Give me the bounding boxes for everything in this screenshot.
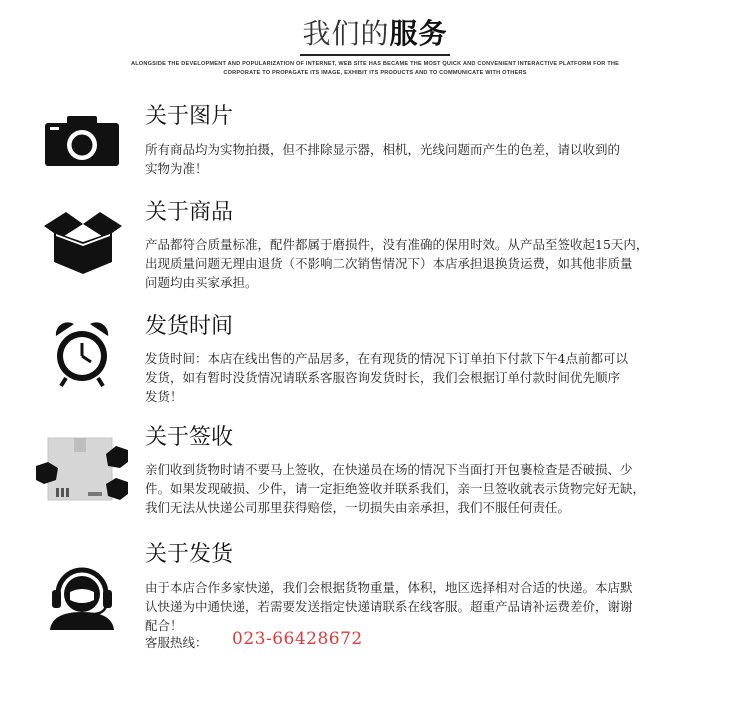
page-header [0, 14, 750, 54]
camera-icon [45, 116, 119, 170]
subtitle-line-1: ALONGSIDE THE DEVELOPMENT AND POPULARIZATION OF INTERNET, WEB SITE HAS BECAME THE MOST QUICK AND CONVENIENT INTERACTIVE PLATFORM FOR THE [130, 61, 620, 67]
section-text-products: 产品都符合质量标准，配件都属于磨损件，没有准确的保用时效。从产品至签收起15天内， 出现质量问题无理由退货（不影响二次销售情况下）本店承担退换货运费，如其他非质量 问题均由买家承担。 [145, 237, 649, 290]
section-text-delivery: 由于本店合作多家快递，我们会根据货物重量，体积，地区选择相对合适的快递。本店默 认快递为中通快递，若需要发送指定快递请联系在线客服。超重产品请补运费差价，谢谢 配合！ [145, 580, 633, 633]
section-heading-products: 关于商品 [145, 200, 234, 225]
package-handover-icon [36, 436, 128, 508]
section-text-photos: 所有商品均为实物拍摄，但不排除显示器，相机，光线问题而产生的色差，请以收到的 实物为准！ [145, 142, 621, 176]
box-icon [44, 212, 122, 278]
section-heading-shipping-time: 发货时间 [145, 314, 234, 339]
headset-agent-icon [48, 564, 116, 634]
section-text-shipping-time: 发货时间：本店在线出售的产品居多，在有现货的情况下订单拍下付款下午4点前都可以 发货，如有暂时没货情况请联系客服咨询发货时长，我们会根据订单付款时间优先顺序 发货！ [145, 351, 628, 404]
page-subtitle [110, 60, 640, 78]
subtitle-line-2: CORPORATE TO PROPAGATE ITS IMAGE, EXHIBIT ITS PRODUCTS AND TO COMMUNICATE WITH OTHERS [223, 70, 527, 76]
title-divider [300, 54, 450, 56]
section-heading-photos: 关于图片 [145, 104, 234, 129]
section-heading-receipt: 关于签收 [145, 425, 234, 450]
hotline-number: 023-66428672 [232, 629, 363, 649]
alarm-clock-icon [54, 322, 110, 392]
page-title-light: 我们的 [302, 17, 390, 50]
section-heading-delivery: 关于发货 [145, 542, 234, 567]
page-title [0, 14, 750, 54]
section-text-receipt: 亲们收到货物时请不要马上签收，在快递员在场的情况下当面打开包裹检查是否破损、少 件。如果发现破损、少件，请一定拒绝签收并联系我们，亲一旦签收就表示货物完好无缺， 我们无法从快递公司那里获得赔偿，一切损失由亲承担，我们不服任何责任。 [145, 462, 646, 515]
page-title-bold: 服务 [389, 17, 448, 50]
hotline-label: 客服热线： [145, 635, 208, 650]
